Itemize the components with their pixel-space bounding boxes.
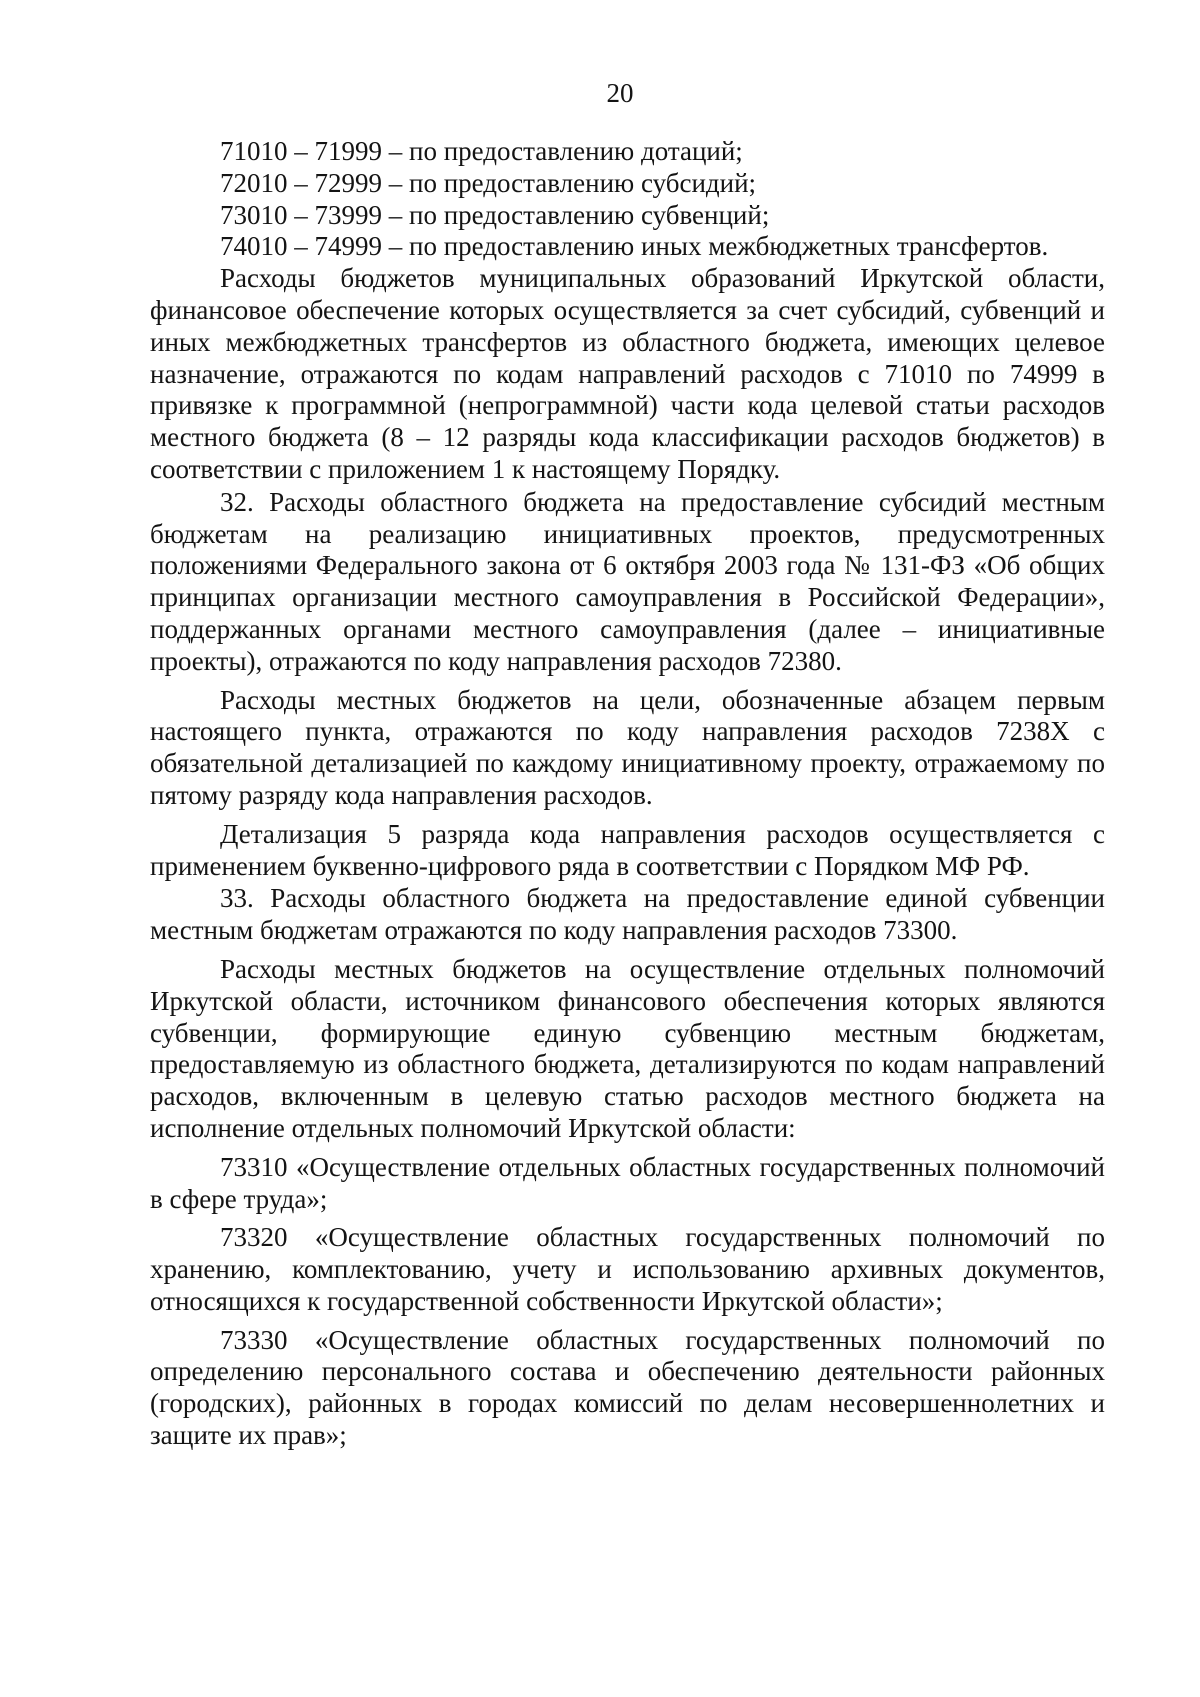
paragraph-code-range-subventions: 73010 – 73999 – по предоставлению субвенций;	[220, 199, 770, 230]
paragraph-local-budget-subventions: Расходы местных бюджетов на осуществление отдельных полномочий Иркутской области, источником финансового обеспечения которых являются субвенции, формирующие единую субвенцию местным бюджетам, предоставляемую из областного бюджета, детализируются по кодам направлений расходов, включенным в целевую статью расходов местного бюджета на исполнение отдельных полномочий Иркутской области:	[150, 953, 1105, 1143]
paragraph-code-73320: 73320 «Осуществление областных государственных полномочий по хранению, комплектованию, учету и использованию архивных документов, относящихся к государственной собственности Иркутской области»;	[150, 1222, 1105, 1316]
paragraph-code-73330: 73330 «Осуществление областных государственных полномочий по определению персонального состава и обеспечению деятельности районных (городских), районных в городах комиссий по делам несовершеннолетних и защите их прав»;	[150, 1324, 1105, 1451]
paragraph-detailing-5th-digit: Детализация 5 разряда кода направления расходов осуществляется с применением буквенно-цифрового ряда в соответствии с Порядком МФ РФ.	[150, 818, 1105, 881]
paragraph-code-range-other-transfers: 74010 – 74999 – по предоставлению иных межбюджетных трансфертов.	[220, 231, 1049, 262]
document-body	[150, 136, 1105, 1452]
page-number: 20	[606, 78, 634, 108]
paragraph-code-range-subsidies: 72010 – 72999 – по предоставлению субсидий;	[220, 167, 757, 198]
paragraph-code-range-dotations: 71010 – 71999 – по предоставлению дотаций;	[220, 136, 743, 166]
paragraph-municipal-expenses: Расходы бюджетов муниципальных образований Иркутской области, финансовое обеспечение которых осуществляется за счет субсидий, субвенций и иных межбюджетных трансфертов из областного бюджета, имеющих целевое назначение, отражаются по кодам направлений расходов с 71010 по 74999 в привязке к программной (непрограммной) части кода целевой статьи расходов местного бюджета (8 – 12 разряды кода классификации расходов бюджетов) в соответствии с приложением 1 к настоящему Порядку.	[150, 263, 1105, 484]
paragraph-item-33: 33. Расходы областного бюджета на предоставление единой субвенции местным бюджетам отражаются по коду направления расходов 73300.	[150, 883, 1105, 946]
paragraph-local-budget-initiative: Расходы местных бюджетов на цели, обозначенные абзацем первым настоящего пункта, отражаются по коду направления расходов 7238X с обязательной детализацией по каждому инициативному проекту, отражаемому по пятому разряду кода направления расходов.	[150, 684, 1105, 810]
paragraph-code-73310: 73310 «Осуществление отдельных областных государственных полномочий в сфере труда»;	[150, 1151, 1105, 1214]
paragraph-item-32: 32. Расходы областного бюджета на предоставление субсидий местным бюджетам на реализацию инициативных проектов, предусмотренных положениями Федерального закона от 6 октября 2003 года № 131-ФЗ «Об общих принципах организации местного самоуправления в Российской Федерации», поддержанных органами местного самоуправления (далее – инициативные проекты), отражаются по коду направления расходов 72380.	[150, 486, 1105, 676]
